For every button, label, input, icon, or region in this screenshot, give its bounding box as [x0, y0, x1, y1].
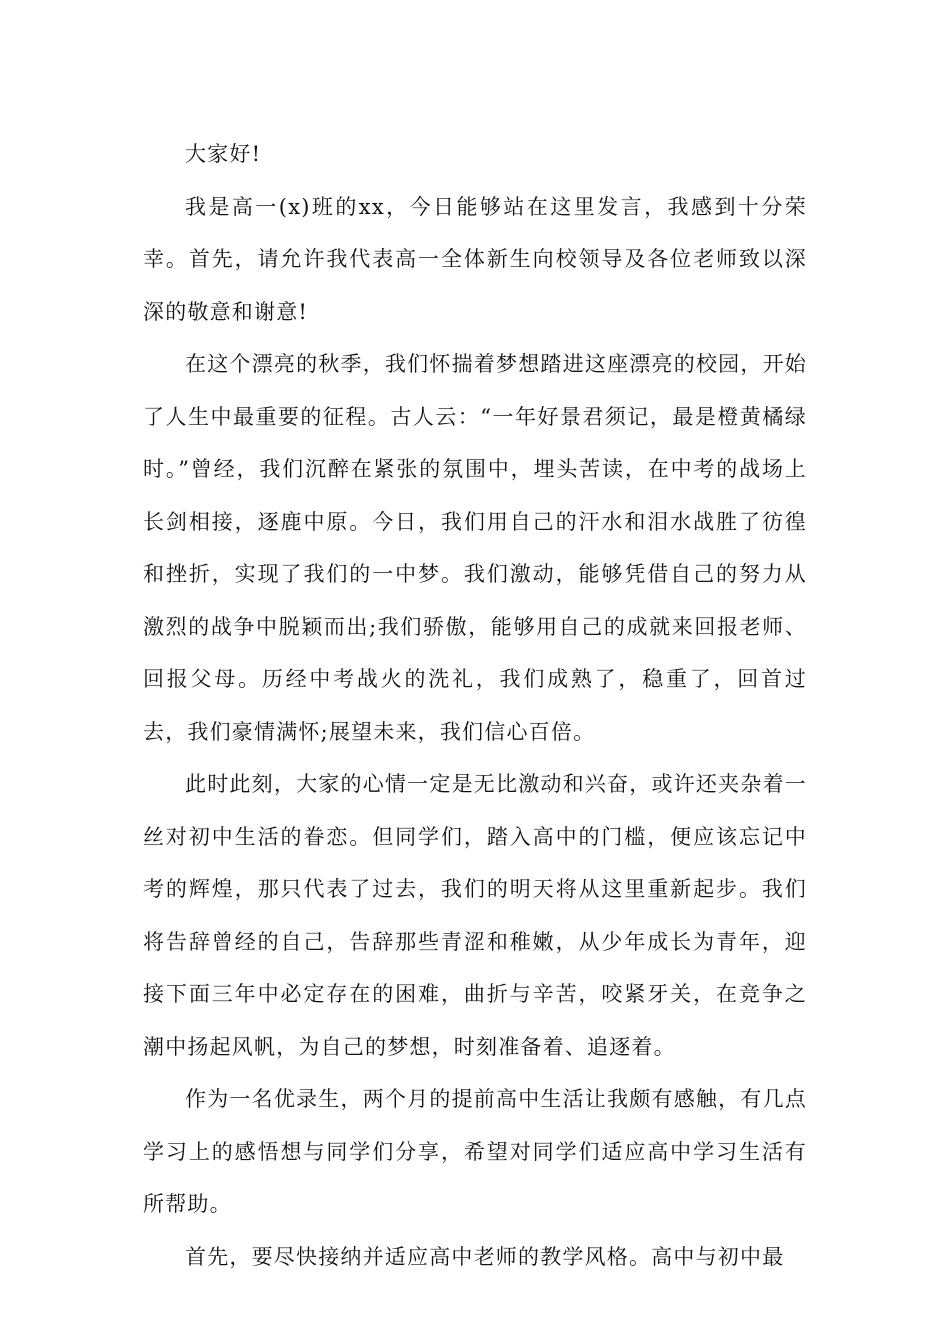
paragraph-first-point: 首先，要尽快接纳并适应高中老师的教学风格。高中与初中最	[185, 1244, 785, 1269]
paragraph-experience: 作为一名优录生，两个月的提前高中生活让我颇有感触，有几点学习上的感悟想与同学们分享，希望对同学们适应高中学习生活有所帮助。	[143, 1087, 807, 1216]
paragraph-greeting: 大家好!	[185, 142, 262, 166]
paragraph-introduction: 我是高一(x)班的xx，今日能够站在这里发言，我感到十分荣幸。首先，请允许我代表高一全体新生向校领导及各位老师致以深深的敬意和谢意!	[143, 194, 807, 324]
paragraph-this-moment: 此时此刻，大家的心情一定是无比激动和兴奋，或许还夹杂着一丝对初中生活的眷恋。但同学们，踏入高中的门槛，便应该忘记中考的辉煌，那只代表了过去，我们的明天将从这里重新起步。我们将告辞曾经的自己，告辞那些青涩和稚嫩，从少年成长为青年，迎接下面三年中必定存在的困难，曲折与辛苦，咬紧牙关，在竞争之潮中扬起风帆，为自己的梦想，时刻准备着、追逐着。	[143, 772, 807, 1059]
speech-body	[143, 128, 807, 1283]
paragraph-autumn: 在这个漂亮的秋季，我们怀揣着梦想踏进这座漂亮的校园，开始了人生中最重要的征程。古人云：“一年好景君须记，最是橙黄橘绿时。”曾经，我们沉醉在紧张的氛围中，埋头苦读，在中考的战场上长剑相接，逐鹿中原。今日，我们用自己的汗水和泪水战胜了彷徨和挫折，实现了我们的一中梦。我们激动，能够凭借自己的努力从激烈的战争中脱颖而出;我们骄傲，能够用自己的成就来回报老师、回报父母。历经中考战火的洗礼，我们成熟了，稳重了，回首过去，我们豪情满怀;展望未来，我们信心百倍。	[143, 352, 807, 744]
